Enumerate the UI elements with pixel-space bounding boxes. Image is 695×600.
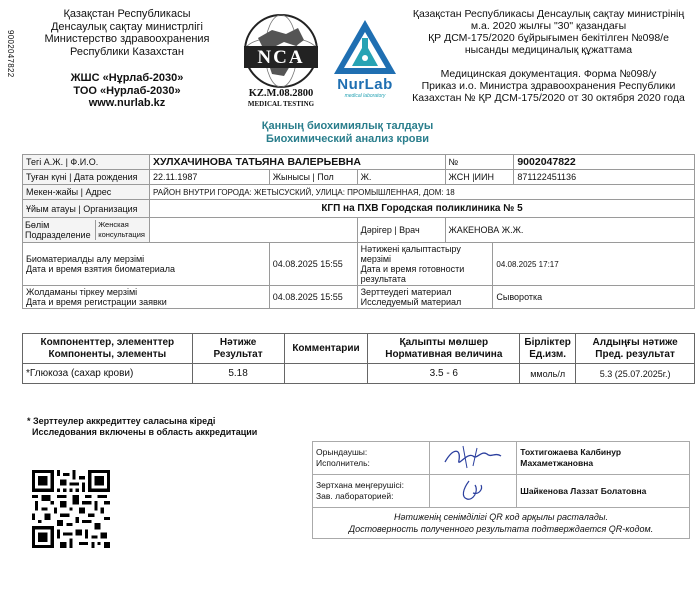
executor-signature [430,442,517,475]
executor-label-kz: Орындаушы: [316,447,368,457]
comment-cell [284,364,368,384]
signature-image [433,444,513,470]
dept-label-text [25,220,96,240]
ministry-line: Қазақстан Республикасы [63,8,191,20]
address-label: Мекен-жайы | Адрес [23,185,150,200]
address-row [23,185,695,200]
executor-label-ru: Исполнитель: [316,458,370,468]
order-line-ru: Медицинская документация. Форма №098/у [440,68,657,80]
dob-label: Туған күні | Дата рождения [23,170,150,185]
col-component: Компоненттер, элементтер Компоненты, элементы [23,334,193,364]
org-row [23,200,695,218]
order-line-kz: м.а. 2020 жылғы "30" қазандағы [470,20,627,32]
nurlab-logo [330,18,400,100]
qr-note-ru: Достоверность полученного результата подтверждается QR-кодом. [348,524,654,534]
ready-time-label-ru: Дата и время готовности результата [360,264,465,284]
reg-time-label-ru: Дата и время регистрации заявки [26,297,167,307]
reg-time-value: 04.08.2025 15:55 [269,286,357,309]
reg-time-row [23,286,695,309]
dept-row [23,218,695,243]
iin-value: 871122451136 [514,170,695,185]
number-label: № [445,155,514,170]
order-line-kz: нысанды медициналық құжаттама [464,44,633,56]
header-right-block [405,8,692,104]
col-norm: Қалыпты мөлшер Нормативная величина [368,334,520,364]
title-kz: Қанның биохимиялық талдауы [261,120,434,132]
lab-website[interactable]: www.nurlab.kz [88,97,166,109]
unit-cell: ммоль/л [520,364,576,384]
ready-time-label-kz: Нәтижені қалыптастыру мерзімі [360,244,461,264]
ministry-line: Денсаулық сақтау министрлігі [50,20,203,33]
ministry-line: Министерство здравоохранения [44,33,210,45]
title-ru: Биохимический анализ крови [265,132,430,145]
executor-name: Тохтигожаева Калбинур Махаметжановна [517,442,690,475]
signature-table [312,441,690,539]
fio-label: Тегі А.Ж. | Ф.И.О. [23,155,150,170]
col-prev: Алдыңғы нәтиже Пред. результат [576,334,695,364]
col-comment: Комментарии [284,334,368,364]
accreditation-kz: * Зерттеулер аккредиттеу саласына кіреді [27,416,216,426]
accreditation-ru: Исследования включены в область аккредитации [32,427,258,437]
nca-logo-text: NCA [257,47,305,68]
sample-time-row [23,243,695,286]
dept-value: Женская консультация [96,220,147,240]
table-row [23,364,695,384]
head-row [313,475,690,508]
document-title [0,120,695,145]
fio-row [23,155,695,170]
lab-name-ru: ТОО «Нурлаб-2030» [73,84,181,97]
qr-code[interactable] [32,470,110,548]
header-left-block [22,8,232,110]
reg-time-label-kz: Жолдаманы тіркеу мерзімі [26,287,138,297]
patient-name: ХУЛХАЧИНОВА ТАТЬЯНА ВАЛЕРЬЕВНА [149,155,445,170]
head-label-kz: Зертхана меңгерушісі: [316,480,404,490]
head-signature [430,475,517,508]
order-line-kz: ҚР ДСМ-175/2020 бұйрығымен бекітілген №098/е [428,32,669,44]
reg-time-label [23,286,270,309]
nca-caption: MEDICAL TESTING [247,100,315,108]
order-line-kz: Қазақстан Республикасы Денсаулық сақтау министрінің [412,8,685,20]
material-label-kz: Зерттеудегі материал [360,287,452,297]
head-name: Шайкенова Лаззат Болатовна [517,475,690,508]
prev-result-cell: 5.3 (25.07.2025г.) [576,364,695,384]
order-line-ru: Казахстан № ҚР ДСМ-175/2020 от 30 октября 2020 года [412,92,685,104]
doctor-label: Дәрігер | Врач [357,218,445,243]
sample-time-label-ru: Дата и время взятия биоматериала [26,264,176,274]
address-value: РАЙОН ВНУТРИ ГОРОДА: ЖЕТЫСУСКИЙ, УЛИЦА: ПРОМЫШЛЕННАЯ, ДОМ: 18 [149,185,694,200]
material-label-ru: Исследуемый материал [360,297,462,307]
org-value: КГП на ПХВ Городская поликлиника № 5 [149,200,694,218]
dept-spacer [149,218,357,243]
nca-code: KZ.M.08.2800 [248,88,314,99]
ministry-line: Республики Казахстан [70,45,184,58]
iin-label: ЖСН |ИИН [445,170,514,185]
org-label: Ұйым атауы | Организация [23,200,150,218]
barcode-number: 9002047822 [6,30,15,78]
executor-row [313,442,690,475]
sample-time-label-kz: Биоматериалды алу мерзімі [26,254,145,264]
accreditation-note [27,416,257,438]
head-label [313,475,430,508]
sex-value: Ж. [357,170,445,185]
qr-note [313,508,690,539]
result-cell: 5.18 [192,364,284,384]
patient-info-table [22,154,695,309]
results-header-row [23,334,695,364]
patient-number: 9002047822 [514,155,695,170]
material-value: Сыворотка [493,286,695,309]
nurlab-caption: medical laboratory [344,93,386,99]
qr-note-kz: Нәтиженің сенімділігі QR код арқылы расталады. [393,512,609,522]
nca-accreditation-logo [238,12,324,108]
qr-code-icon [32,470,110,548]
dept-label-ru: Подразделение [25,230,91,240]
sample-time-value: 04.08.2025 15:55 [269,243,357,286]
dept-label [23,218,150,243]
dept-label-kz: Бөлім [25,220,50,230]
executor-label [313,442,430,475]
order-line-ru: Приказ и.о. Министра здравоохранения Республики [421,80,676,92]
ready-time-value: 04.08.2025 17:17 [493,243,695,286]
material-label [357,286,493,309]
col-unit: Бірліктер Ед.изм. [520,334,576,364]
qr-note-row [313,508,690,539]
component-cell: *Глюкоза (сахар крови) [23,364,193,384]
norm-cell: 3.5 - 6 [368,364,520,384]
dob-row [23,170,695,185]
sex-label: Жынысы | Пол [269,170,357,185]
ready-time-label [357,243,493,286]
nurlab-flask-icon [330,18,400,78]
signature-image [433,477,513,503]
lab-name-kz: ЖШС «Нұрлаб-2030» [70,72,184,84]
dob-value: 22.11.1987 [149,170,269,185]
nurlab-logo-text: NurLab [337,76,393,93]
col-result: Нәтиже Результат [192,334,284,364]
head-label-ru: Зав. лабораторией: [316,491,394,501]
doctor-value: ЖАКЕНОВА Ж.Ж. [445,218,695,243]
sample-time-label [23,243,270,286]
results-table [22,333,695,384]
